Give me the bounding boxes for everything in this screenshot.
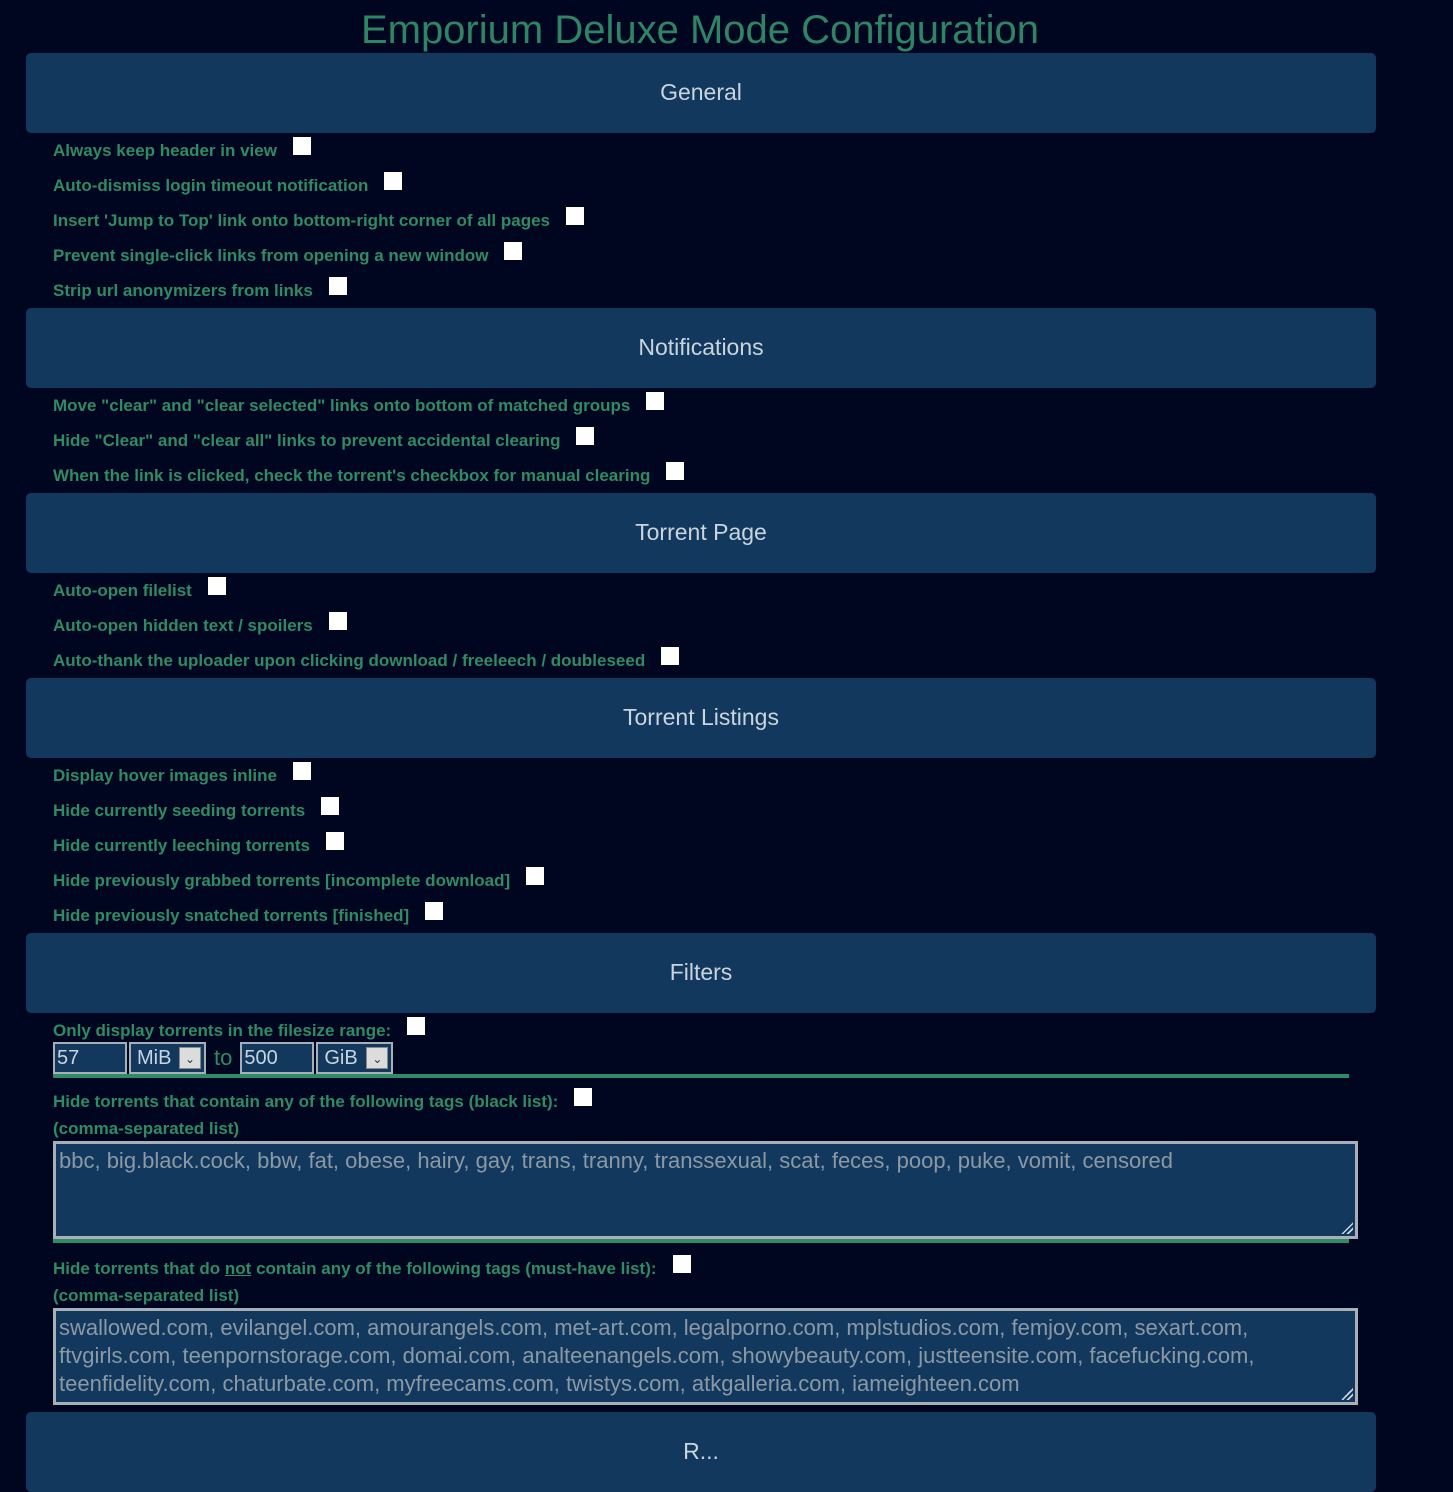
range-to-label: to [214,1045,233,1070]
blacklist-textarea[interactable] [53,1141,1358,1239]
option-label: Strip url anonymizers from links [53,281,313,300]
option-label: Hide currently leeching torrents [53,836,310,855]
option-label: Hide previously grabbed torrents [incomplete download] [53,871,511,890]
option-hide-snatched [53,904,443,928]
option-check-torrent-checkbox [53,464,684,488]
option-hide-seeding [53,799,339,823]
option-label: Hide torrents that contain any of the following tags (black list): [53,1092,559,1111]
filesize-max-unit-select[interactable] [316,1042,393,1074]
option-hover-images-inline [53,764,311,788]
option-blacklist [53,1090,592,1114]
chevron-down-icon: ⌄ [179,1047,201,1069]
option-hide-leeching [53,834,344,858]
checkbox[interactable] [504,242,522,260]
label-part: Hide torrents that do [53,1259,225,1278]
filesize-min-input[interactable] [53,1042,127,1074]
option-auto-dismiss [53,174,402,198]
checkbox[interactable] [574,1088,592,1106]
checkbox[interactable] [673,1255,691,1273]
checkbox[interactable] [329,277,347,295]
filesize-max-input[interactable] [240,1042,314,1074]
checkbox[interactable] [576,427,594,445]
section-header-filters: Filters [26,933,1376,1013]
chevron-down-icon: ⌄ [366,1047,388,1069]
checkbox[interactable] [293,762,311,780]
selected-value: MiB [137,1046,172,1069]
filesize-range-row [53,1042,393,1074]
option-musthave [53,1257,691,1281]
checkbox[interactable] [293,137,311,155]
option-hide-clear-links [53,429,594,453]
section-header-torrent-page: Torrent Page [26,493,1376,573]
musthave-value: swallowed.com, evilangel.com, amourangels.com, met-art.com, legalporno.com, mplstudios.com, femjoy.com, sexart.com, ftvgirls.com, teenpornstorage.com, domai.com, analteenangels.com, showybeauty.com, justteensite.com, facefucking.com, teenfidelity.com, chaturbate.com, myfreecams.com, twistys.com, atkgalleria.com, iameighteen.com [59,1315,1255,1396]
option-label: When the link is clicked, check the torrent's checkbox for manual clearing [53,466,651,485]
option-label: Only display torrents in the filesize range: [53,1021,392,1040]
checkbox[interactable] [321,797,339,815]
option-label [53,1259,657,1279]
resize-grip-icon[interactable] [1341,1222,1353,1234]
divider [53,1239,1349,1243]
option-label: Auto-dismiss login timeout notification [53,176,369,195]
section-header-torrent-listings: Torrent Listings [26,678,1376,758]
musthave-note: (comma-separated list) [53,1286,240,1305]
page-title: Emporium Deluxe Mode Configuration [360,8,1040,52]
option-label: Hide previously snatched torrents [finished] [53,906,410,925]
option-move-clear-links [53,394,664,418]
option-label: Insert 'Jump to Top' link onto bottom-right corner of all pages [53,211,550,230]
checkbox[interactable] [208,577,226,595]
option-strip-anonymizers [53,279,347,303]
option-label: Auto-open filelist [53,581,192,600]
option-label: Display hover images inline [53,766,277,785]
option-auto-open-filelist [53,579,226,603]
option-label: Auto-open hidden text / spoilers [53,616,313,635]
option-auto-thank [53,649,679,673]
checkbox[interactable] [384,172,402,190]
checkbox[interactable] [666,462,684,480]
checkbox[interactable] [407,1017,425,1035]
blacklist-value: bbc, big.black.cock, bbw, fat, obese, hairy, gay, trans, tranny, transsexual, scat, feces, poop, puke, vomit, censored [59,1148,1174,1173]
label-part: contain any of the following tags (must-have list): [251,1259,657,1278]
checkbox[interactable] [326,832,344,850]
checkbox[interactable] [329,612,347,630]
label-emphasis: not [224,1259,252,1278]
option-label: Auto-thank the uploader upon clicking download / freeleech / doubleseed [53,651,646,670]
option-label: Prevent single-click links from opening a new window [53,246,489,265]
option-prevent-new-window [53,244,522,268]
option-filesize-range [53,1019,425,1043]
option-hide-grabbed [53,869,544,893]
resize-grip-icon[interactable] [1341,1388,1353,1400]
checkbox[interactable] [566,207,584,225]
option-keep-header [53,139,311,163]
divider [53,1074,1349,1078]
option-label: Hide "Clear" and "clear all" links to prevent accidental clearing [53,431,561,450]
musthave-textarea[interactable] [53,1308,1358,1405]
blacklist-note: (comma-separated list) [53,1119,240,1138]
checkbox[interactable] [661,647,679,665]
filesize-min-unit-select[interactable] [129,1042,206,1074]
section-header-next: R... [26,1412,1376,1492]
checkbox[interactable] [425,902,443,920]
section-header-notifications: Notifications [26,308,1376,388]
checkbox[interactable] [646,392,664,410]
option-label: Hide currently seeding torrents [53,801,306,820]
section-header-general: General [26,53,1376,133]
option-jump-to-top [53,209,584,233]
option-auto-open-spoilers [53,614,347,638]
checkbox[interactable] [526,867,544,885]
option-label: Move "clear" and "clear selected" links onto bottom of matched groups [53,396,631,415]
selected-value: GiB [324,1046,358,1069]
option-label: Always keep header in view [53,141,277,160]
